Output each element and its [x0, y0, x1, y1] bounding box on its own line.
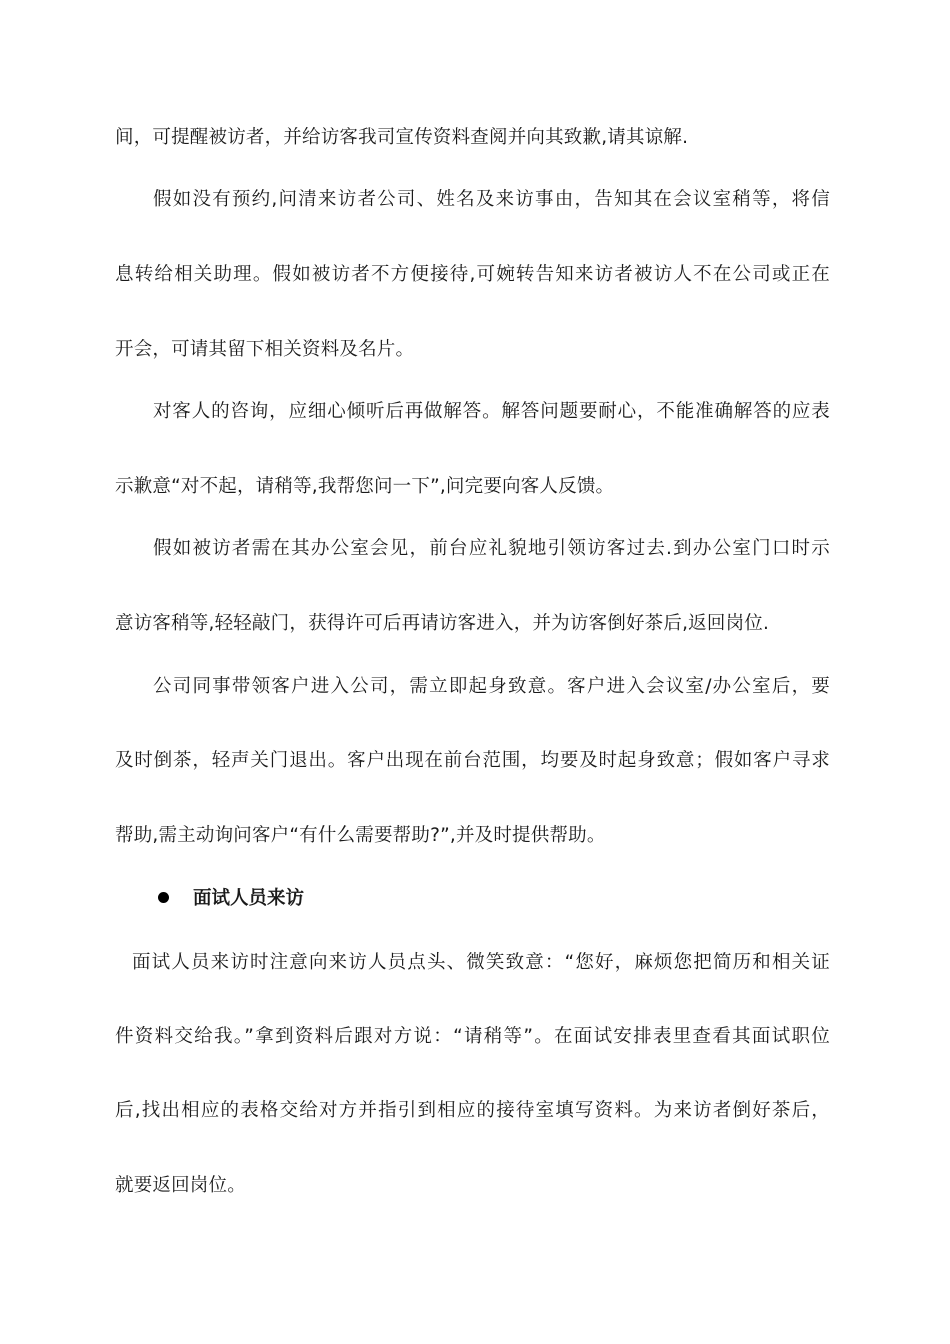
paragraph-line: 息转给相关助理。假如被访者不方便接待,可婉转告知来访者被访人不在公司或正在 [115, 264, 830, 285]
paragraph-line: 后,找出相应的表格交给对方并指引到相应的接待室填写资料。为来访者倒好茶后， [115, 1100, 830, 1121]
paragraph-line: 就要返回岗位。 [115, 1175, 246, 1196]
section-heading-text: 面试人员来访 [193, 888, 305, 909]
paragraph-line: 间，可提醒被访者，并给访客我司宣传资料查阅并向其致歉,请其谅解. [115, 127, 689, 148]
paragraph-line: 对客人的咨询，应细心倾听后再做解答。解答问题要耐心，不能准确解答的应表 [153, 401, 830, 422]
paragraph-line: 帮助,需主动询问客户“有什么需要帮助?”,并及时提供帮助。 [115, 825, 606, 846]
section-heading [158, 886, 304, 912]
bullet-icon [158, 892, 169, 903]
paragraph-line: 开会，可请其留下相关资料及名片。 [115, 339, 415, 360]
paragraph-line: 假如没有预约,问清来访者公司、姓名及来访事由，告知其在会议室稍等，将信 [153, 189, 830, 210]
paragraph-line: 面试人员来访时注意向来访人员点头、微笑致意：“您好，麻烦您把简历和相关证 [132, 952, 830, 973]
paragraph-line: 件资料交给我。”拿到资料后跟对方说：“请稍等”。在面试安排表里查看其面试职位 [115, 1026, 830, 1047]
paragraph-line: 公司同事带领客户进入公司，需立即起身致意。客户进入会议室/办公室后，要 [153, 676, 830, 697]
paragraph-line: 示歉意“对不起，请稍等,我帮您问一下”,问完要向客人反馈。 [115, 476, 615, 497]
paragraph-line: 假如被访者需在其办公室会见，前台应礼貌地引领访客过去.到办公室门口时示 [153, 538, 830, 559]
paragraph-line: 意访客稍等,轻轻敲门，获得许可后再请访客进入，并为访客倒好茶后,返回岗位. [115, 613, 770, 634]
paragraph-line: 及时倒茶，轻声关门退出。客户出现在前台范围，均要及时起身致意；假如客户寻求 [115, 750, 830, 771]
